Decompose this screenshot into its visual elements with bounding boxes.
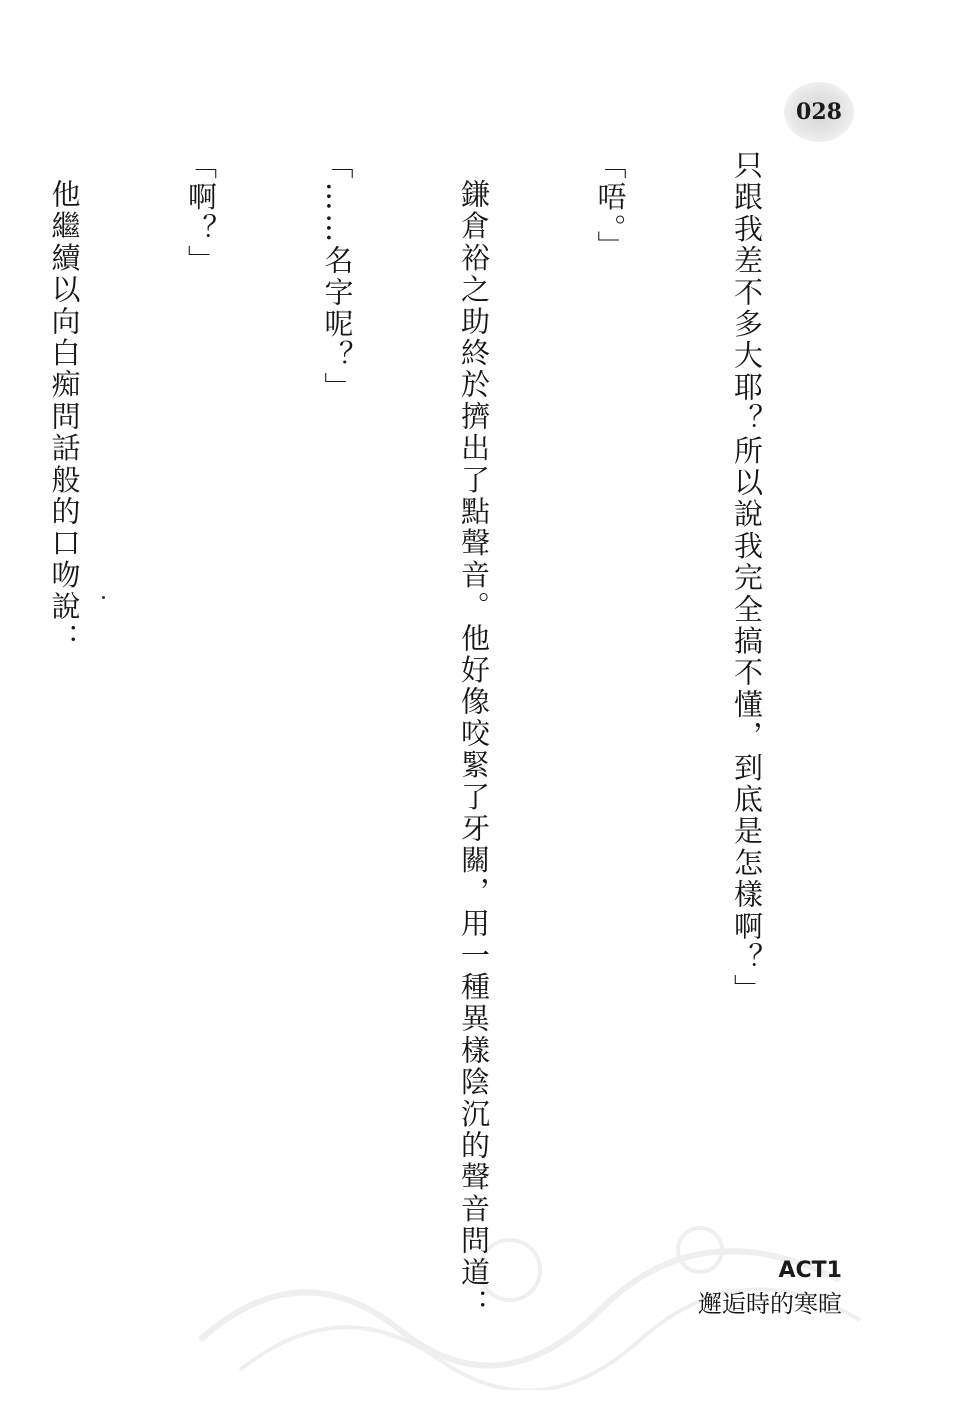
text-line: 他繼續以向白痴問話般的口吻說： — [47, 179, 82, 655]
text-line: 「……名字呢？」 — [320, 150, 355, 404]
text-line: 「唔。」 — [593, 150, 628, 263]
print-speck — [102, 596, 105, 599]
text-line: 鎌倉裕之助終於擠出了點聲音。他好像咬緊了牙關，用一種異樣陰沉的聲音問道： — [457, 179, 491, 1321]
chapter-label: ACT1 — [778, 1258, 842, 1283]
page-number-badge — [784, 82, 854, 142]
text-line: 只跟我差不多大耶？所以說我完全搞不懂，到底是怎樣啊？」 — [730, 150, 764, 1006]
text-line: 「啊？」 — [184, 150, 218, 277]
chapter-title: 邂逅時的寒暄 — [698, 1290, 842, 1318]
page-number: 028 — [796, 99, 842, 125]
